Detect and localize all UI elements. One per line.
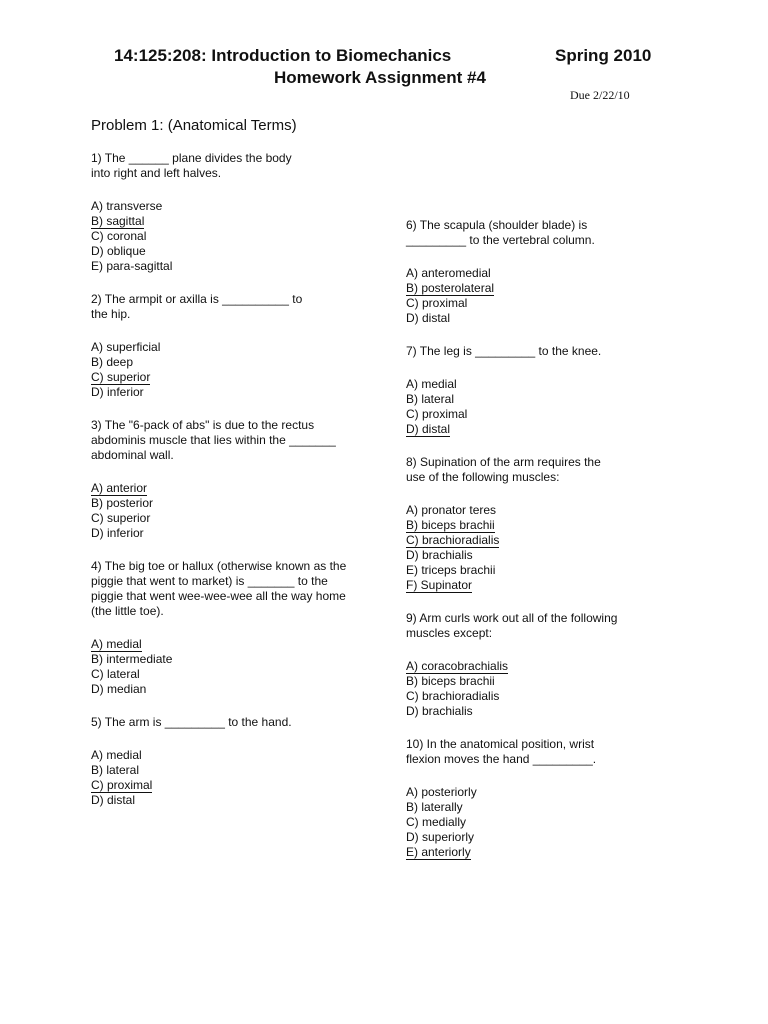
answer-option-correct: B) posterolateral xyxy=(406,281,495,295)
question-text: 4) The big toe or hallux (otherwise known as the piggie that went to market) is _______ to the piggie that went wee-wee-wee all the way home (the little toe). xyxy=(91,559,347,618)
answer-option-correct: A) anterior xyxy=(91,481,148,495)
answer-option: B) biceps brachii xyxy=(406,674,495,688)
question-text: 8) Supination of the arm requires the use of the following muscles: xyxy=(406,455,601,484)
question-text: 10) In the anatomical position, wrist flexion moves the hand _________. xyxy=(406,737,597,766)
question-block xyxy=(91,559,391,697)
answer-option: D) brachialis xyxy=(406,704,473,718)
course-title: 14:125:208: Introduction to Biomechanics xyxy=(114,46,452,65)
term-label: Spring 2010 xyxy=(555,46,652,65)
answer-option-correct: D) distal xyxy=(406,422,451,436)
question-text: 5) The arm is _________ to the hand. xyxy=(91,715,292,729)
answer-option: D) distal xyxy=(91,793,136,807)
answer-option: A) superficial xyxy=(91,340,161,354)
answer-option-correct: B) sagittal xyxy=(91,214,145,228)
answer-option: D) inferior xyxy=(91,385,144,399)
answer-option: B) intermediate xyxy=(91,652,173,666)
answer-option: E) triceps brachii xyxy=(406,563,496,577)
question-block xyxy=(406,218,706,326)
answer-option: C) lateral xyxy=(91,667,140,681)
answer-option: C) brachioradialis xyxy=(406,689,500,703)
question-text: 9) Arm curls work out all of the following muscles except: xyxy=(406,611,618,640)
question-column-left xyxy=(91,151,391,826)
answer-option-correct: F) Supinator xyxy=(406,578,473,592)
question-text: 2) The armpit or axilla is __________ to the hip. xyxy=(91,292,303,321)
question-text: 1) The ______ plane divides the body into right and left halves. xyxy=(91,151,292,180)
answer-option: D) inferior xyxy=(91,526,144,540)
answer-option-correct: C) proximal xyxy=(91,778,153,792)
answer-option: C) superior xyxy=(91,511,151,525)
question-block xyxy=(406,737,706,860)
section-title: Problem 1: (Anatomical Terms) xyxy=(91,117,297,134)
answer-option-correct: A) coracobrachialis xyxy=(406,659,509,673)
answer-option: A) anteromedial xyxy=(406,266,491,280)
answer-option: C) coronal xyxy=(91,229,147,243)
question-text: 3) The "6-pack of abs" is due to the rectus abdominis muscle that lies within the _______ abdominal wall. xyxy=(91,418,336,462)
answer-option: A) medial xyxy=(91,748,142,762)
answer-option: D) oblique xyxy=(91,244,146,258)
answer-option: A) medial xyxy=(406,377,457,391)
question-block xyxy=(406,344,706,437)
due-date: Due 2/22/10 xyxy=(570,88,630,102)
answer-option-correct: C) superior xyxy=(91,370,151,384)
question-text: 7) The leg is _________ to the knee. xyxy=(406,344,602,358)
question-block xyxy=(91,715,391,808)
answer-option: B) lateral xyxy=(91,763,140,777)
assignment-title: Homework Assignment #4 xyxy=(274,68,486,87)
answer-option: A) pronator teres xyxy=(406,503,497,517)
answer-option: B) posterior xyxy=(91,496,154,510)
answer-option: B) deep xyxy=(91,355,134,369)
answer-option: B) lateral xyxy=(406,392,455,406)
question-column-right xyxy=(406,218,706,878)
answer-option: A) transverse xyxy=(91,199,163,213)
answer-option: A) posteriorly xyxy=(406,785,477,799)
question-block xyxy=(91,292,391,400)
answer-option-correct: E) anteriorly xyxy=(406,845,471,859)
question-block xyxy=(91,151,391,274)
answer-option-correct: B) biceps brachii xyxy=(406,518,495,532)
answer-option: C) medially xyxy=(406,815,467,829)
answer-option: C) proximal xyxy=(406,296,468,310)
answer-option: C) proximal xyxy=(406,407,468,421)
answer-option-correct: A) medial xyxy=(91,637,142,651)
answer-option: D) median xyxy=(91,682,147,696)
question-block xyxy=(406,455,706,593)
question-block xyxy=(406,611,706,719)
answer-option: D) distal xyxy=(406,311,451,325)
question-text: 6) The scapula (shoulder blade) is _________ to the vertebral column. xyxy=(406,218,595,247)
answer-option-correct: C) brachioradialis xyxy=(406,533,500,547)
answer-option: D) superiorly xyxy=(406,830,475,844)
answer-option: B) laterally xyxy=(406,800,463,814)
question-block xyxy=(91,418,391,541)
answer-option: E) para-sagittal xyxy=(91,259,173,273)
answer-option: D) brachialis xyxy=(406,548,473,562)
